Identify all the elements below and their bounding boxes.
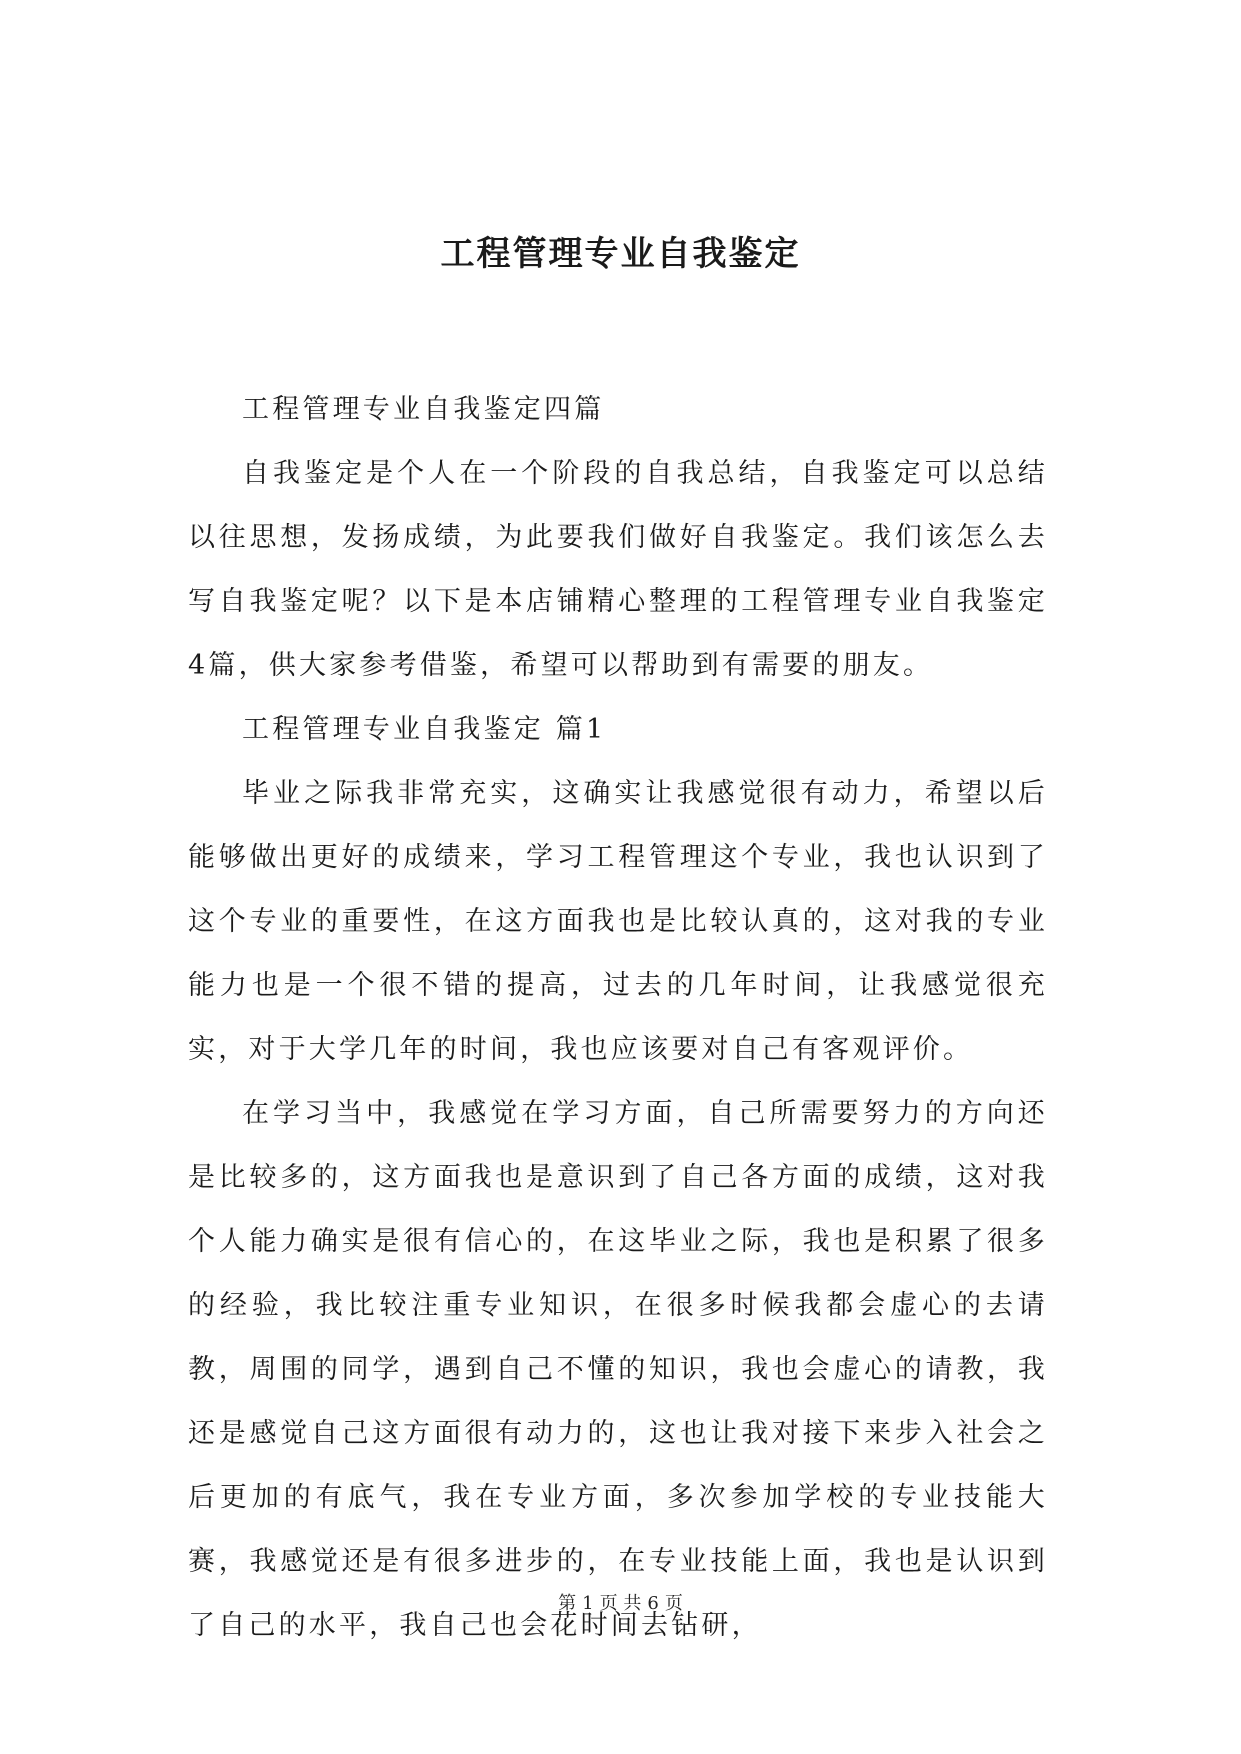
footer-prefix: 第 <box>558 1593 577 1614</box>
footer-middle: 页 共 <box>599 1593 642 1614</box>
footer-total-pages: 6 <box>647 1593 659 1614</box>
subtitle-heading: 工程管理专业自我鉴定四篇 <box>242 394 605 425</box>
document-body <box>188 378 1048 1658</box>
section-heading-1: 工程管理专业自我鉴定 篇1 <box>242 714 607 745</box>
footer-suffix: 页 <box>664 1593 683 1614</box>
page-footer <box>0 1592 1241 1616</box>
body-paragraph: 毕业之际我非常充实，这确实让我感觉很有动力，希望以后能够做出更好的成绩来，学习工程管理这个专业，我也认识到了这个专业的重要性，在这方面我也是比较认真的，这对我的专业能力也是一个很不错的提高，过去的几年时间，让我感觉很充实，对于大学几年的时间，我也应该要对自己有客观评价。 <box>188 778 1048 1065</box>
intro-paragraph: 自我鉴定是个人在一个阶段的自我总结，自我鉴定可以总结以往思想，发扬成绩，为此要我们做好自我鉴定。我们该怎么去写自我鉴定呢？以下是本店铺精心整理的工程管理专业自我鉴定4篇，供大家参考借鉴，希望可以帮助到有需要的朋友。 <box>188 458 1048 681</box>
document-title: 工程管理专业自我鉴定 <box>440 234 801 274</box>
footer-current-page: 1 <box>582 1593 594 1614</box>
body-paragraph: 在学习当中，我感觉在学习方面，自己所需要努力的方向还是比较多的，这方面我也是意识到了自己各方面的成绩，这对我个人能力确实是很有信心的，在这毕业之际，我也是积累了很多的经验，我比较注重专业知识，在很多时候我都会虚心的去请教，周围的同学，遇到自己不懂的知识，我也会虚心的请教，我还是感觉自己这方面很有动力的，这也让我对接下来步入社会之后更加的有底气，我在专业方面，多次参加学校的专业技能大赛，我感觉还是有很多进步的，在专业技能上面，我也是认识到了自己的水平，我自己也会花时间去钻研， <box>188 1098 1048 1641</box>
